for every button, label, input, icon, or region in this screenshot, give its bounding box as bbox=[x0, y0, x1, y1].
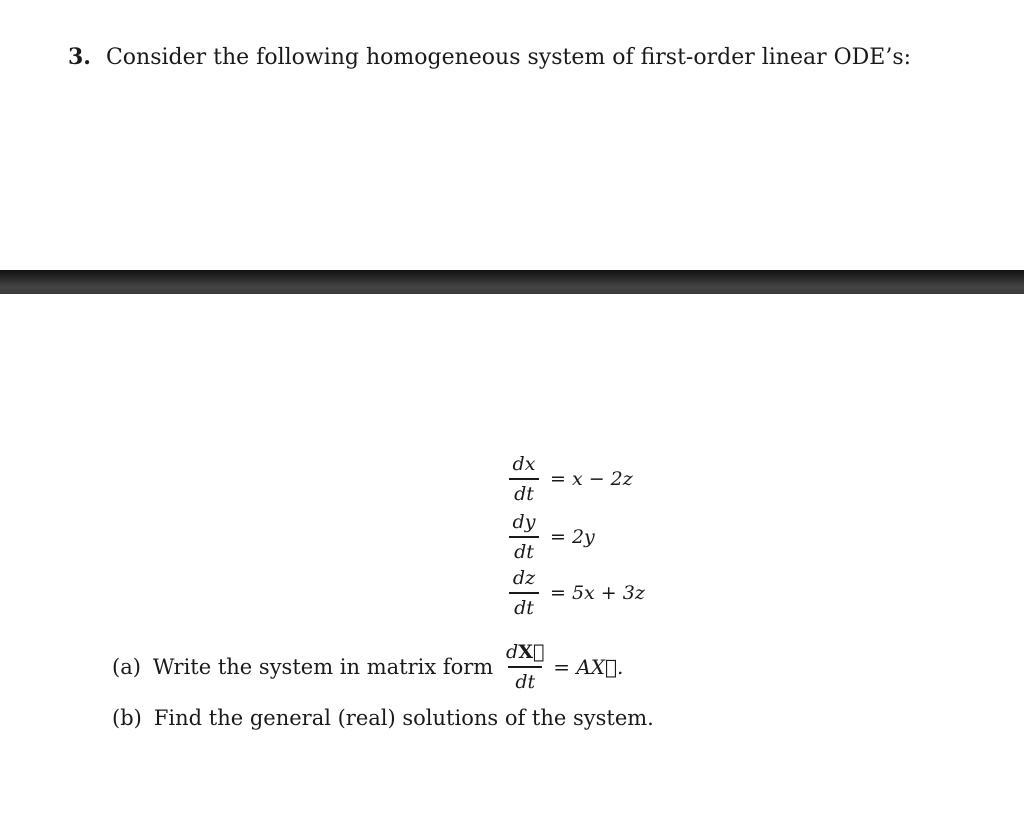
part-a-label: (a) bbox=[112, 654, 141, 679]
equation-rhs: = 2y bbox=[550, 525, 595, 548]
part-b-text: Find the general (real) solutions of the system. bbox=[153, 706, 654, 730]
fraction-numerator: dy bbox=[512, 511, 536, 533]
divider-bar bbox=[0, 270, 1024, 294]
fraction-bar bbox=[509, 592, 539, 594]
fraction-numerator: dz bbox=[512, 567, 536, 589]
fraction-dy-dt bbox=[506, 510, 542, 564]
differential-d: d bbox=[506, 641, 519, 663]
problem-statement: Consider the following homogeneous system of first-order linear ODE’s: bbox=[105, 45, 912, 70]
fraction-numerator bbox=[506, 640, 544, 664]
fraction-numerator: dx bbox=[512, 453, 536, 475]
fraction-bar bbox=[509, 478, 539, 480]
matrix-form-fraction bbox=[505, 640, 545, 694]
fraction-denominator: dt bbox=[515, 670, 536, 693]
vector-x: X⃗ bbox=[518, 641, 545, 663]
part-b bbox=[112, 706, 654, 730]
part-a-text: Write the system in matrix form bbox=[152, 654, 494, 679]
problem-heading bbox=[68, 44, 911, 70]
part-a bbox=[112, 640, 623, 694]
fraction-bar bbox=[509, 536, 539, 538]
equation-dx bbox=[506, 452, 633, 506]
matrix-form-rhs: = AX⃗. bbox=[553, 654, 624, 679]
fraction-denominator: dt bbox=[514, 596, 534, 619]
fraction-bar bbox=[508, 666, 542, 668]
fraction-dx-dt bbox=[506, 452, 542, 506]
equation-rhs: = x − 2z bbox=[550, 467, 633, 490]
equation-dy bbox=[506, 510, 595, 564]
fraction-denominator: dt bbox=[514, 482, 534, 505]
equation-dz bbox=[506, 566, 645, 620]
equation-rhs: = 5x + 3z bbox=[550, 581, 645, 604]
fraction-dz-dt bbox=[506, 566, 542, 620]
part-b-label: (b) bbox=[112, 706, 142, 730]
problem-number: 3. bbox=[68, 44, 91, 70]
fraction-denominator: dt bbox=[514, 540, 534, 563]
